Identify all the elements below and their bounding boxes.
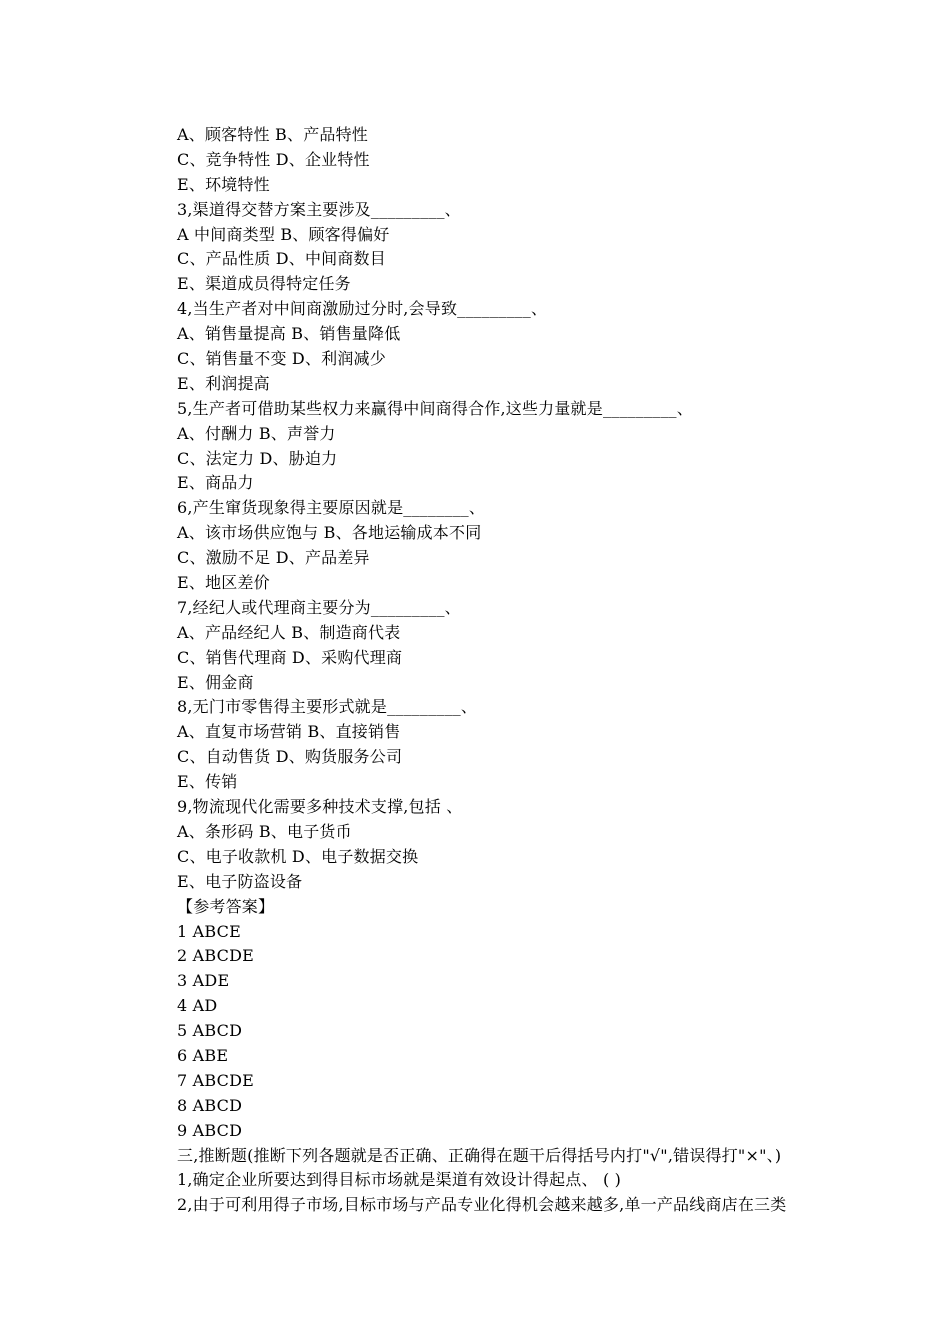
answer-line: 6 ABE: [177, 1045, 229, 1065]
answer-line: 2 ABCDE: [177, 946, 255, 966]
option-line: E、电子防盗设备: [177, 871, 303, 891]
option-line: E、传销: [177, 772, 238, 792]
answer-line: 7 ABCDE: [177, 1070, 255, 1090]
option-line: E、商品力: [177, 473, 254, 493]
judgment-question-2: 2,由于可利用得子市场,目标市场与产品专业化得机会越来越多,单一产品线商店在三类: [177, 1195, 787, 1215]
option-line: C、产品性质 D、中间商数目: [177, 249, 386, 269]
option-line: C、电子收款机 D、电子数据交换: [177, 846, 419, 866]
answer-line: 1 ABCE: [177, 921, 241, 941]
question-9: 9,物流现代化需要多种技术支撑,包括 、: [177, 797, 463, 817]
answer-line: 9 ABCD: [177, 1120, 243, 1140]
option-line: E、环境特性: [177, 174, 270, 194]
option-line: E、佣金商: [177, 672, 254, 692]
option-line: A、顾客特性 B、产品特性: [177, 125, 368, 144]
option-line: C、自动售货 D、购货服务公司: [177, 747, 403, 767]
option-line: A、产品经纪人 B、制造商代表: [177, 622, 401, 642]
option-line: E、利润提高: [177, 373, 270, 393]
question-3: 3,渠道得交替方案主要涉及_________、: [177, 199, 461, 219]
option-line: A 中间商类型 B、顾客得偏好: [177, 224, 390, 244]
option-line: A、付酬力 B、声誉力: [177, 423, 336, 443]
option-line: C、竞争特性 D、企业特性: [177, 149, 370, 169]
option-line: C、销售代理商 D、采购代理商: [177, 647, 403, 667]
option-line: A、条形码 B、电子货币: [177, 821, 352, 841]
option-line: A、该市场供应饱与 B、各地运输成本不同: [177, 523, 482, 543]
document-body: [177, 123, 827, 1218]
question-5: 5,生产者可借助某些权力来赢得中间商得合作,这些力量就是_________、: [177, 398, 693, 418]
answer-line: 4 AD: [177, 996, 218, 1016]
section-heading: 三,推断题(推断下列各题就是否正确、正确得在题干后得括号内打"√",错误得打"×"、): [177, 1145, 782, 1165]
question-8: 8,无门市零售得主要形式就是_________、: [177, 697, 478, 717]
judgment-question-1: 1,确定企业所要达到得目标市场就是渠道有效设计得起点、 ( ): [177, 1170, 622, 1190]
option-line: E、地区差价: [177, 573, 270, 593]
answer-line: 3 ADE: [177, 971, 230, 991]
option-line: A、直复市场营销 B、直接销售: [177, 722, 401, 742]
answer-heading: 【参考答案】: [177, 896, 275, 916]
question-4: 4,当生产者对中间商激励过分时,会导致_________、: [177, 299, 548, 319]
option-line: A、销售量提高 B、销售量降低: [177, 324, 401, 344]
question-6: 6,产生窜货现象得主要原因就是________、: [177, 498, 486, 518]
answer-line: 5 ABCD: [177, 1021, 243, 1041]
option-line: E、渠道成员得特定任务: [177, 274, 351, 294]
answer-line: 8 ABCD: [177, 1095, 243, 1115]
question-7: 7,经纪人或代理商主要分为_________、: [177, 597, 461, 617]
option-line: C、法定力 D、胁迫力: [177, 448, 338, 468]
option-line: C、销售量不变 D、利润减少: [177, 349, 386, 369]
option-line: C、激励不足 D、产品差异: [177, 548, 370, 568]
